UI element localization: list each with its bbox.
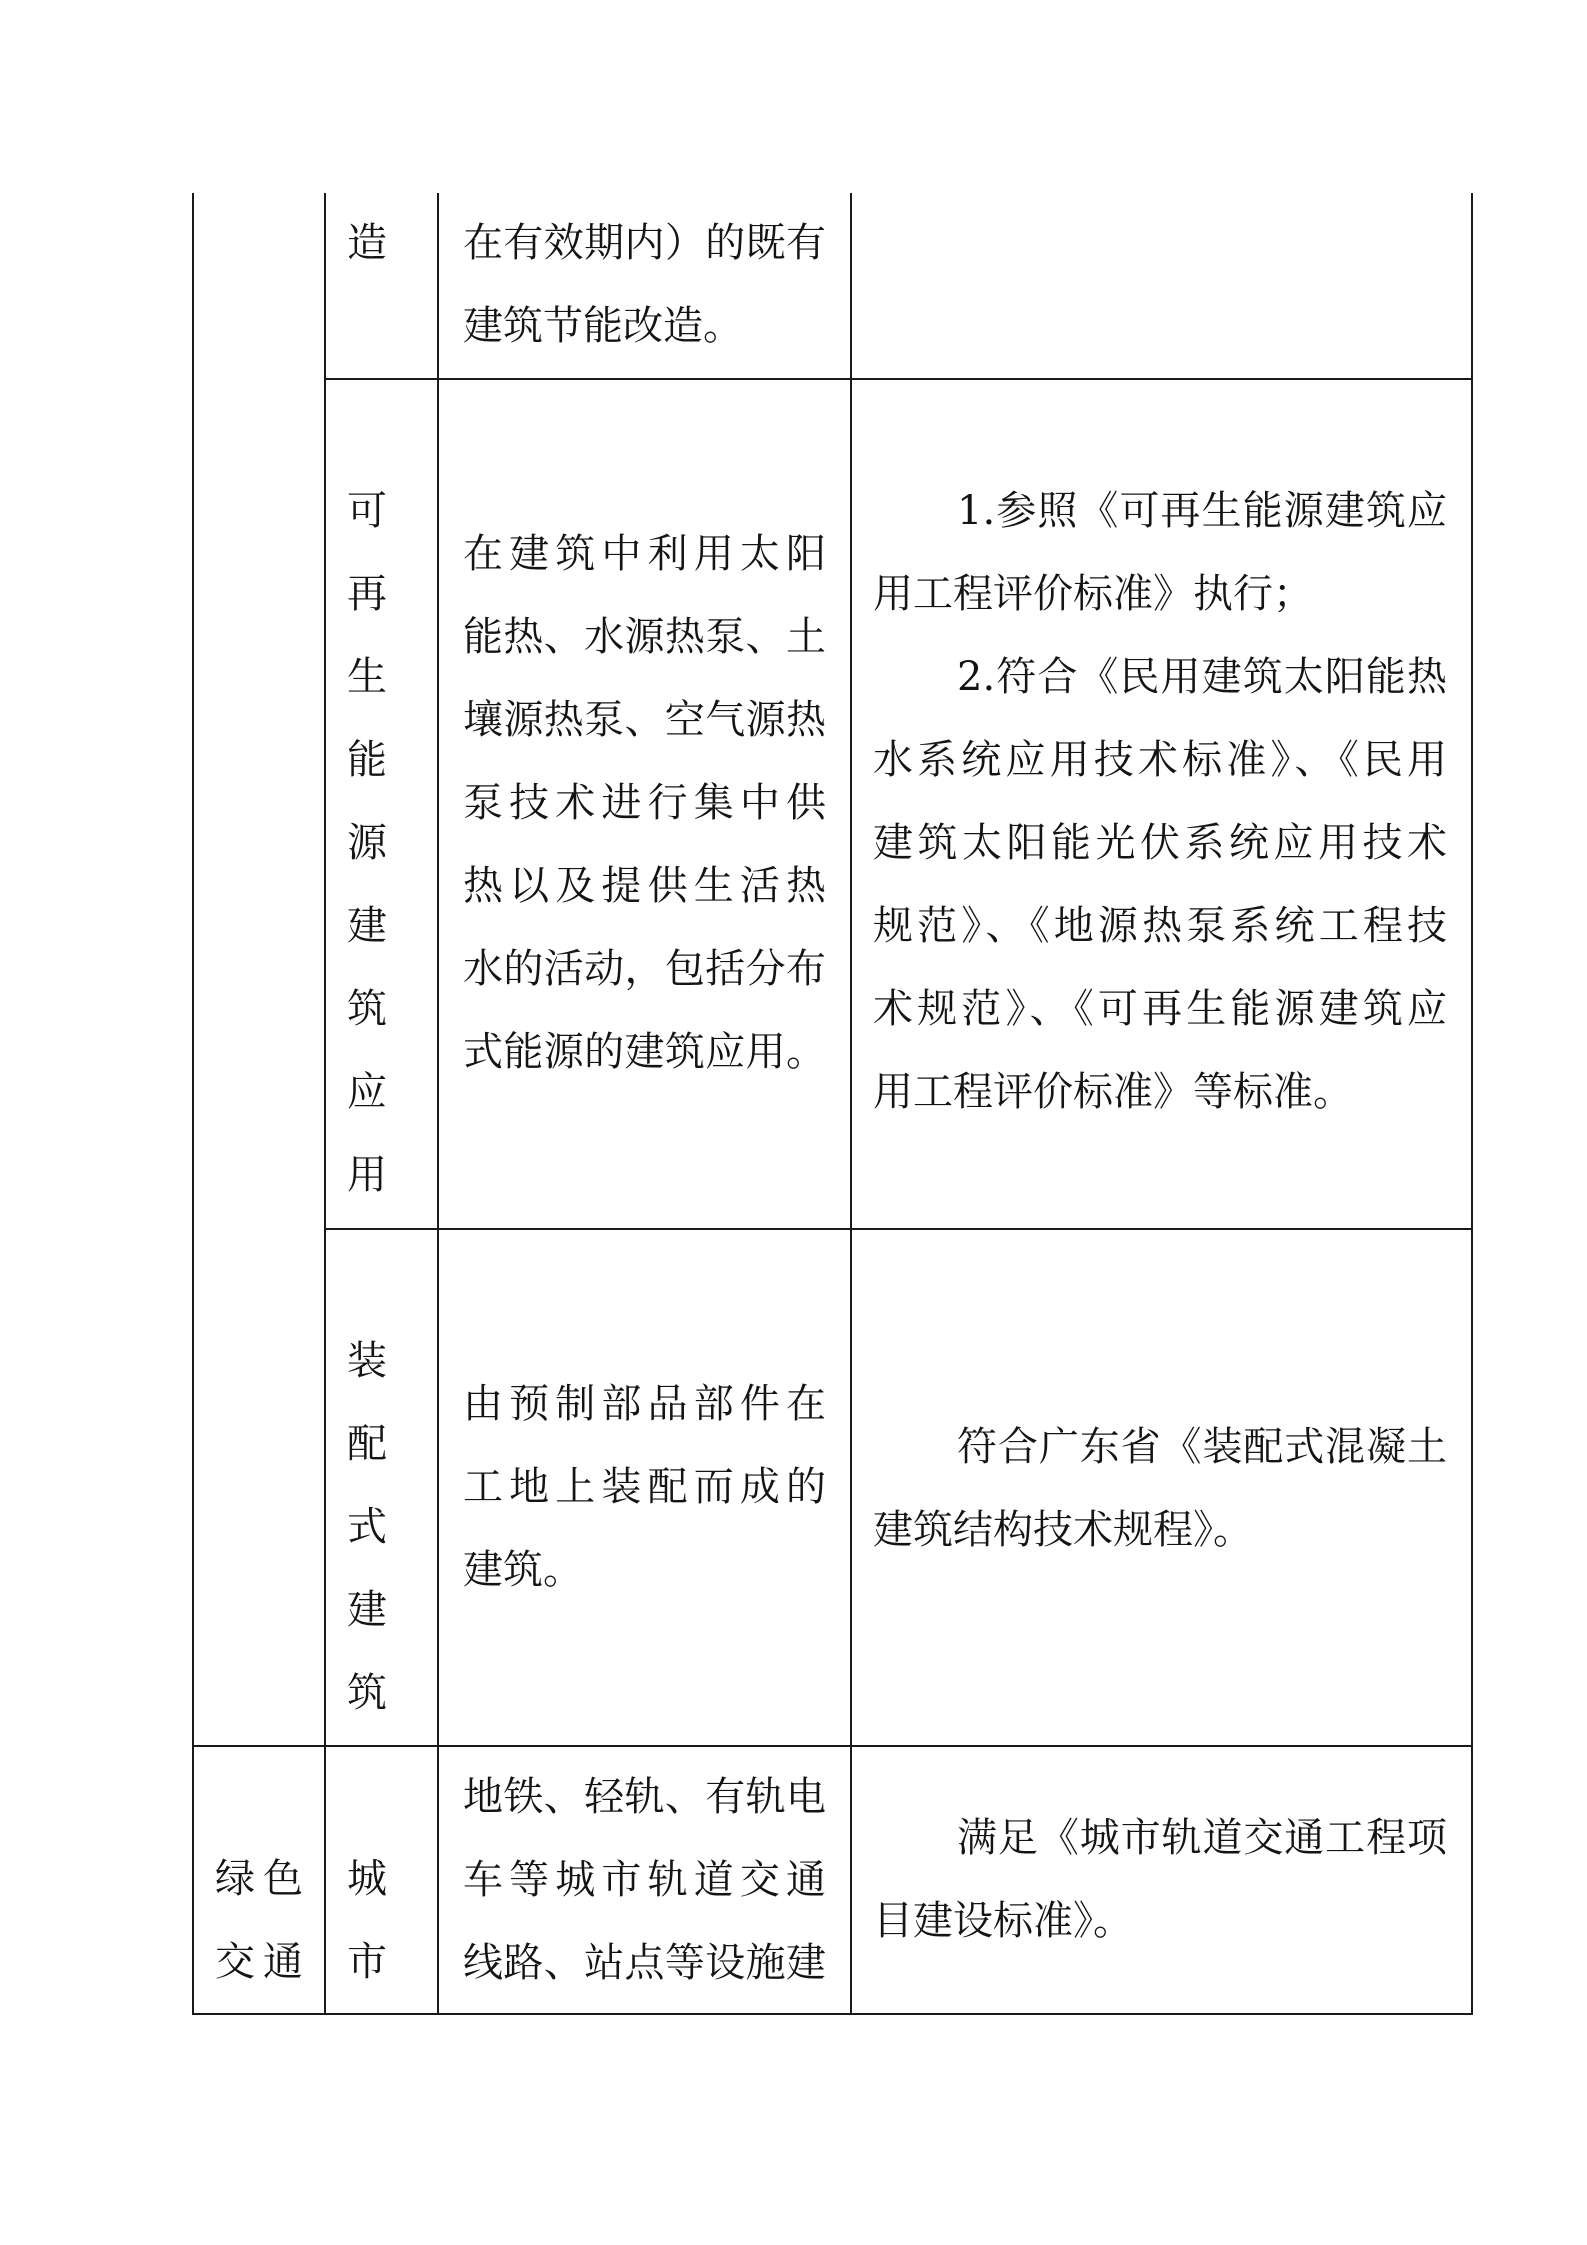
standards-table [192, 193, 1473, 2015]
standard-line: 用工程评价标准》等标准。 [873, 1069, 1353, 1115]
subcategory-label: 装配式建筑 [347, 1338, 387, 1716]
subcategory-label: 造 [347, 220, 387, 266]
description-line: 热以及提供生活热 [463, 863, 826, 909]
category-cell [193, 1746, 325, 2014]
description-line: 壤源热泵、空气源热 [463, 697, 826, 743]
description-line: 能热、水源热泵、土 [463, 614, 826, 660]
table-row [193, 1229, 1472, 1746]
standard-line: 建筑结构技术规程》。 [873, 1507, 1253, 1553]
subcategory-cell [325, 193, 438, 379]
subcategory-cell [325, 379, 438, 1229]
standard-line: 规范》、《地源热泵系统工程技 [873, 903, 1447, 949]
standard-line: 2.符合《民用建筑太阳能热 [957, 654, 1447, 700]
standard-cell [851, 1229, 1472, 1746]
standard-cell [851, 379, 1472, 1229]
description-cell [438, 193, 851, 379]
description-line: 由预制部品部件在 [463, 1381, 826, 1427]
description-line: 线路、站点等设施建 [463, 1940, 826, 1986]
description-line: 建筑。 [463, 1547, 583, 1593]
description-line: 工地上装配而成的 [463, 1464, 826, 1510]
description-line: 车等城市轨道交通 [463, 1857, 826, 1903]
description-line: 地铁、轻轨、有轨电 [463, 1774, 826, 1820]
table-row [193, 193, 1472, 379]
subcategory-label: 城市 [347, 1856, 387, 1985]
standard-line: 水系统应用技术标准》、《民用 [873, 737, 1447, 783]
description-line: 建筑节能改造。 [463, 303, 743, 349]
category-cell [193, 193, 325, 1746]
subcategory-cell [325, 1746, 438, 2014]
description-line: 式能源的建筑应用。 [463, 1029, 826, 1075]
table-row [193, 379, 1472, 1229]
description-line: 水的活动，包括分布 [463, 946, 826, 992]
standard-line: 术规范》、《可再生能源建筑应 [873, 986, 1447, 1032]
description-cell [438, 1746, 851, 2014]
description-line: 在建筑中利用太阳 [463, 531, 826, 577]
standard-cell [851, 193, 1472, 379]
standard-line: 用工程评价标准》执行； [873, 571, 1313, 617]
standard-cell [851, 1746, 1472, 2014]
standard-line: 满足《城市轨道交通工程项 [957, 1815, 1447, 1861]
description-line: 在有效期内）的既有 [463, 220, 826, 266]
description-line: 泵技术进行集中供 [463, 780, 826, 826]
table-row [193, 1746, 1472, 2014]
category-label: 绿色交通 [215, 1856, 303, 1985]
description-cell [438, 379, 851, 1229]
standard-line: 建筑太阳能光伏系统应用技术 [873, 820, 1447, 866]
description-cell [438, 1229, 851, 1746]
standard-line: 目建设标准》。 [873, 1898, 1133, 1944]
standard-line: 符合广东省《装配式混凝土 [957, 1424, 1447, 1470]
subcategory-label: 可再生能源建筑应用 [347, 488, 387, 1198]
standard-line: 1.参照《可再生能源建筑应 [957, 488, 1447, 534]
subcategory-cell [325, 1229, 438, 1746]
